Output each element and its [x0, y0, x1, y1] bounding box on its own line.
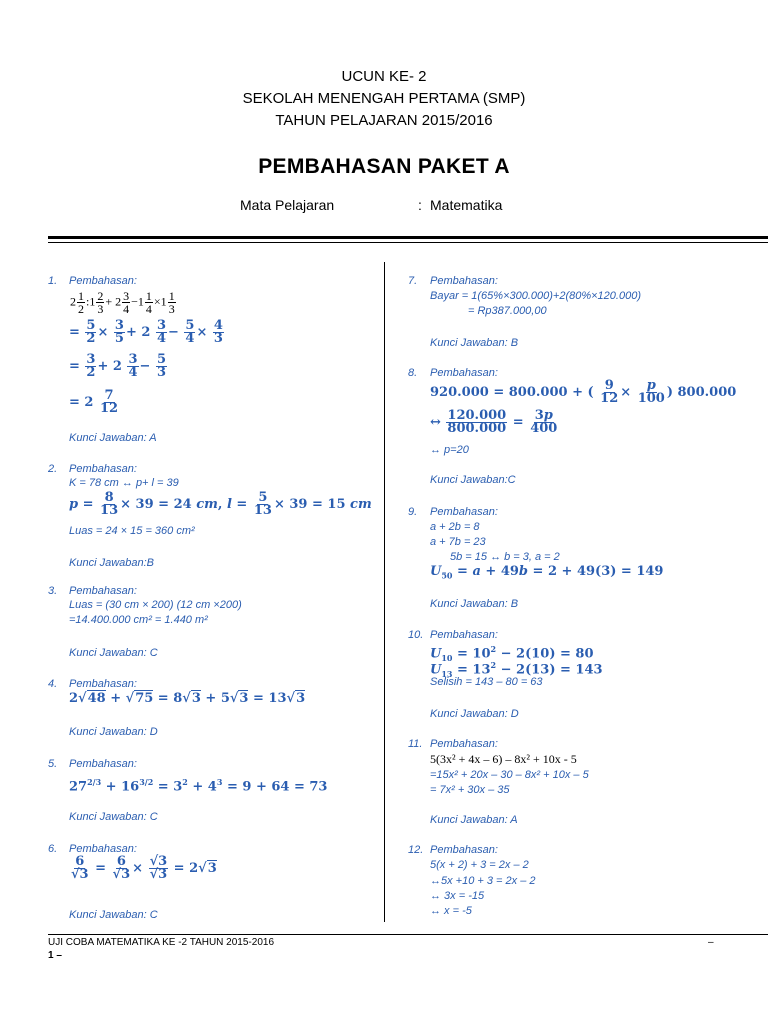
item-label: Pembahasan:	[69, 275, 137, 287]
item-label: Pembahasan:	[430, 367, 498, 379]
math-expression: $U_{10} = 10^2 - 2(10) = 80$	[430, 644, 594, 663]
header-rule-thin	[48, 242, 768, 243]
item-label: Pembahasan:	[430, 506, 498, 518]
solution-line: = 7x² + 30x – 35	[430, 784, 510, 796]
solution-line: =14.400.000 cm² = 1.440 m²	[69, 614, 208, 626]
item-6	[48, 842, 368, 922]
solution-line: =15x² + 20x – 30 – 8x² + 10x – 5	[430, 769, 589, 781]
answer-key: Kunci Jawaban: D	[430, 708, 519, 720]
math-expression: 2√48 + √75 = 8√3 + 5√3 = 13√3	[69, 691, 306, 706]
footer-rule	[48, 934, 768, 935]
item-number: 4.	[48, 678, 58, 690]
math-expression: $U_{50} = a + 49b = 2 + 49(3) = 149$	[430, 564, 664, 581]
solution-line: ↔5x +10 + 3 = 2x – 2	[430, 875, 536, 887]
header-line-2: SEKOLAH MENENGAH PERTAMA (SMP)	[242, 90, 526, 107]
math-expression: = $\frac{3}{2}$ + 2 $\frac{3}{4}$ − $\frac{5}{3}$	[69, 352, 166, 380]
answer-key: Kunci Jawaban:C	[430, 474, 516, 486]
solution-line: 5(x + 2) + 3 = 2x – 2	[430, 859, 529, 871]
solution-line: a + 2b = 8	[430, 521, 480, 533]
solution-line: ↔ x = -5	[430, 905, 472, 917]
answer-key: Kunci Jawaban: B	[430, 598, 519, 610]
item-number: 10.	[408, 629, 424, 641]
item-number: 3.	[48, 585, 58, 597]
solution-line: ↔ p=20	[430, 444, 469, 456]
item-number: 11.	[408, 738, 423, 750]
solution-line: = Rp387.000,00	[468, 305, 547, 317]
footer-text: UJI COBA MATEMATIKA KE -2 TAHUN 2015-2016	[48, 937, 275, 948]
item-number: 1.	[48, 275, 58, 287]
subject-separator: :	[418, 197, 422, 213]
item-10	[408, 628, 748, 728]
answer-key: Kunci Jawaban: D	[69, 726, 158, 738]
page-number: 1 –	[48, 950, 62, 961]
item-label: Pembahasan:	[69, 463, 137, 475]
answer-key: Kunci Jawaban: B	[430, 337, 519, 349]
solution-line: Luas = 24 × 15 = 360 cm²	[69, 525, 195, 537]
item-label: Pembahasan:	[69, 585, 137, 597]
answer-key: Kunci Jawaban: A	[69, 432, 157, 444]
answer-key: Kunci Jawaban: C	[69, 811, 158, 823]
solution-line: K = 78 cm ↔ p+ l = 39	[69, 477, 179, 489]
subject-label: Mata Pelajaran	[240, 197, 335, 213]
header-line-1: UCUN KE- 2	[341, 68, 427, 85]
math-expression: 2 $\frac{1}{2}$ :1 $\frac{2}{3}$ + 2 $\frac{3}{4}$ −1 $\frac{1}{4}$ ×1 $\frac{1}{3}$	[70, 289, 175, 316]
item-3	[48, 584, 368, 664]
answer-key: Kunci Jawaban:B	[69, 557, 154, 569]
answer-key: Kunci Jawaban: A	[430, 814, 518, 826]
math-expression: $U_{13} = 13^2 - 2(13) = 143$	[430, 660, 603, 679]
header-line-3: TAHUN PELAJARAN 2015/2016	[275, 112, 493, 129]
math-expression: $\frac{6}{√3}$ = $\frac{6}{√3}$ × $\frac{√3}{√3}$ = 2√3	[71, 854, 217, 882]
subject-value: Matematika	[430, 197, 503, 213]
solution-line: a + 7b = 23	[430, 536, 486, 548]
item-1	[48, 274, 368, 444]
math-expression: p = $\frac{8}{13}$ × 39 = 24 cm, l = $\frac{5}{13}$ × 39 = 15 cm	[69, 490, 372, 518]
item-label: Pembahasan:	[430, 844, 498, 856]
solution-line: Bayar = 1(65%×300.000)+2(80%×120.000)	[430, 290, 641, 302]
page-title: PEMBAHASAN PAKET A	[258, 155, 510, 178]
math-expression: $27^{2/3} + 16^{3/2} = 3^2 + 4^3 = 9 + 64 = 73$	[69, 777, 328, 795]
answer-key: Kunci Jawaban: C	[69, 647, 158, 659]
item-label: Pembahasan:	[430, 275, 498, 287]
item-number: 6.	[48, 843, 58, 855]
math-expression: = $\frac{5}{2}$ × $\frac{3}{5}$ + 2 $\frac{3}{4}$ − $\frac{5}{4}$ × $\frac{4}{3}$	[69, 318, 223, 346]
item-number: 7.	[408, 275, 418, 287]
solution-line: 5(3x² + 4x – 6) – 8x² + 10x - 5	[430, 752, 577, 766]
footer-dash: –	[708, 937, 714, 948]
header-rule-thick	[48, 236, 768, 239]
item-number: 8.	[408, 367, 418, 379]
solution-line: Luas = (30 cm × 200) (12 cm ×200)	[69, 599, 242, 611]
item-2	[48, 462, 372, 572]
solution-line: ↔ 3x = -15	[430, 890, 485, 902]
solution-line: Selisih = 143 – 80 = 63	[430, 676, 543, 688]
item-number: 2.	[48, 463, 58, 475]
item-11	[408, 737, 748, 827]
math-expression: = 2 $\frac{7}{12}$	[69, 388, 119, 416]
item-5	[48, 757, 368, 827]
item-number: 5.	[48, 758, 58, 770]
solution-line: 5b = 15 ↔ b = 3, a = 2	[450, 551, 560, 563]
item-4	[48, 677, 368, 747]
answer-key: Kunci Jawaban: C	[69, 909, 158, 921]
math-expression: 920.000 = 800.000 + ( $\frac{9}{12}$ × $\frac{p}{100}$ ) 800.000	[430, 378, 737, 406]
item-label: Pembahasan:	[69, 758, 137, 770]
column-divider	[384, 262, 385, 922]
item-label: Pembahasan:	[430, 629, 498, 641]
math-expression: ↔ $\frac{120.000}{800.000}$ = $\frac{3p}{400}$	[430, 408, 558, 436]
item-number: 9.	[408, 506, 418, 518]
item-label: Pembahasan:	[69, 678, 137, 690]
item-8	[408, 366, 748, 491]
item-number: 12.	[408, 844, 424, 856]
item-9	[408, 505, 748, 615]
item-label: Pembahasan:	[430, 738, 498, 750]
item-12	[408, 843, 748, 923]
item-label: Pembahasan:	[69, 843, 137, 855]
item-7	[408, 274, 748, 354]
